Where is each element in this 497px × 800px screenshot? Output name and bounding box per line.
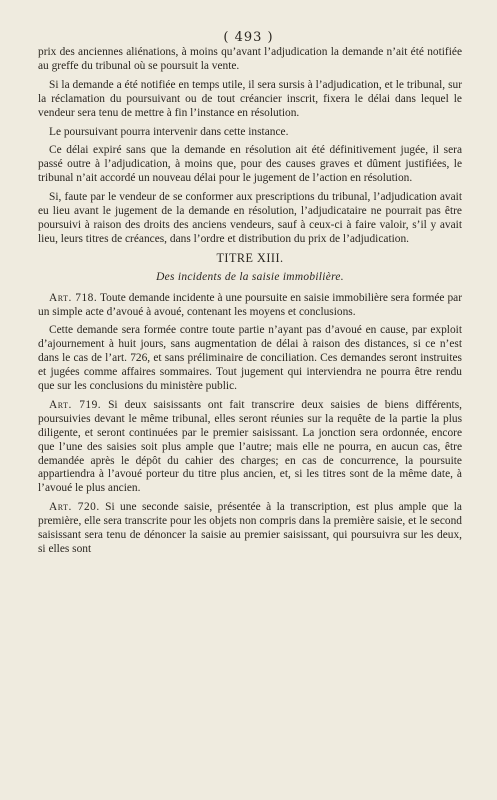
paragraph: Le poursuivant pourra intervenir dans cette instance.: [49, 125, 289, 138]
paragraph: Cette demande sera formée contre toute partie n’ayant pas d’avoué en cause, par exploit d’ajournement à huit jours, sans augmentation de délai à raison des distances, si ce n’est dans le cas de l’art. 726, et sans préliminaire de conciliation. Ces demandes seront instruites et jugées comme affaires sommaires. Tout jugement qui interviendra ne pourra être rendu que sur les conclusions du ministère public.: [38, 324, 462, 393]
article-text: Toute demande incidente à une poursuite en saisie immobilière sera formée par un simple acte d’avoué à avoué, contenant les moyens et conclusions.: [38, 291, 462, 318]
article-719: [38, 399, 462, 496]
body-text: [38, 46, 462, 562]
paragraph: prix des anciennes aliénations, à moins qu’avant l’adjudication la demande n’ait été notifiée au greffe du tribunal où se poursuit la vente.: [38, 46, 462, 72]
article-text: Si deux saisissants ont fait transcrire deux saisies de biens différents, poursuivies devant le même tribunal, elles seront réunies sur la requête de la partie la plus diligente, et seront continuées par le premier saisissant. La jonction sera ordonnée, encore que l’une des saisies soit plus ample que l’autre; mais elle ne pourra, en aucun cas, être demandée après le dépôt du cahier des charges; en cas de concurrence, la poursuite appartiendra à l’avoué porteur du titre plus ancien, et, si les titres sont de la même date, à l’avoué le plus ancien.: [38, 398, 462, 495]
article-label: Art. 719.: [49, 398, 102, 411]
page-number: ( 493 ): [223, 30, 274, 45]
article-text: Si une seconde saisie, présentée à la transcription, est plus ample que la première, elle sera transcrite pour les objets non compris dans la première saisie, et le second saisissant sera tenu de dénoncer la saisie au premier saisissant, qui poursuivra sur les deux, si elles sont: [38, 501, 462, 555]
article-718: [38, 292, 462, 320]
article-label: Art. 718.: [49, 291, 98, 304]
section-subtitle: Des incidents de la saisie immobilière.: [156, 270, 344, 283]
section-title: TITRE XIII.: [216, 250, 284, 265]
paragraph: Si, faute par le vendeur de se conformer aux prescriptions du tribunal, l’adjudication avait eu lieu avant le jugement de la demande en résolution, l’adjudicataire ne pourrait pas être poursuivi à raison des droits des anciens vendeurs, sauf à ceux-ci à faire valoir, s’il y avait lieu, leurs titres de créances, dans l’ordre et distribution du prix de l’adjudication.: [38, 191, 462, 245]
article-label: Art. 720.: [49, 501, 100, 514]
paragraph: Ce délai expiré sans que la demande en résolution ait été définitivement jugée, il sera passé outre à l’adjudication, à moins que, pour des causes graves et dûment justifiées, le tribunal n’ait accordé un nouveau délai pour le jugement de l’action en résolution.: [38, 144, 462, 185]
article-720: [38, 501, 462, 557]
paragraph: Si la demande a été notifiée en temps utile, il sera sursis à l’adjudication, et le tribunal, sur la réclamation du poursuivant ou de tout créancier inscrit, fixera le délai dans lequel le vendeur sera tenu de mettre à fin l’instance en résolution.: [38, 78, 462, 119]
